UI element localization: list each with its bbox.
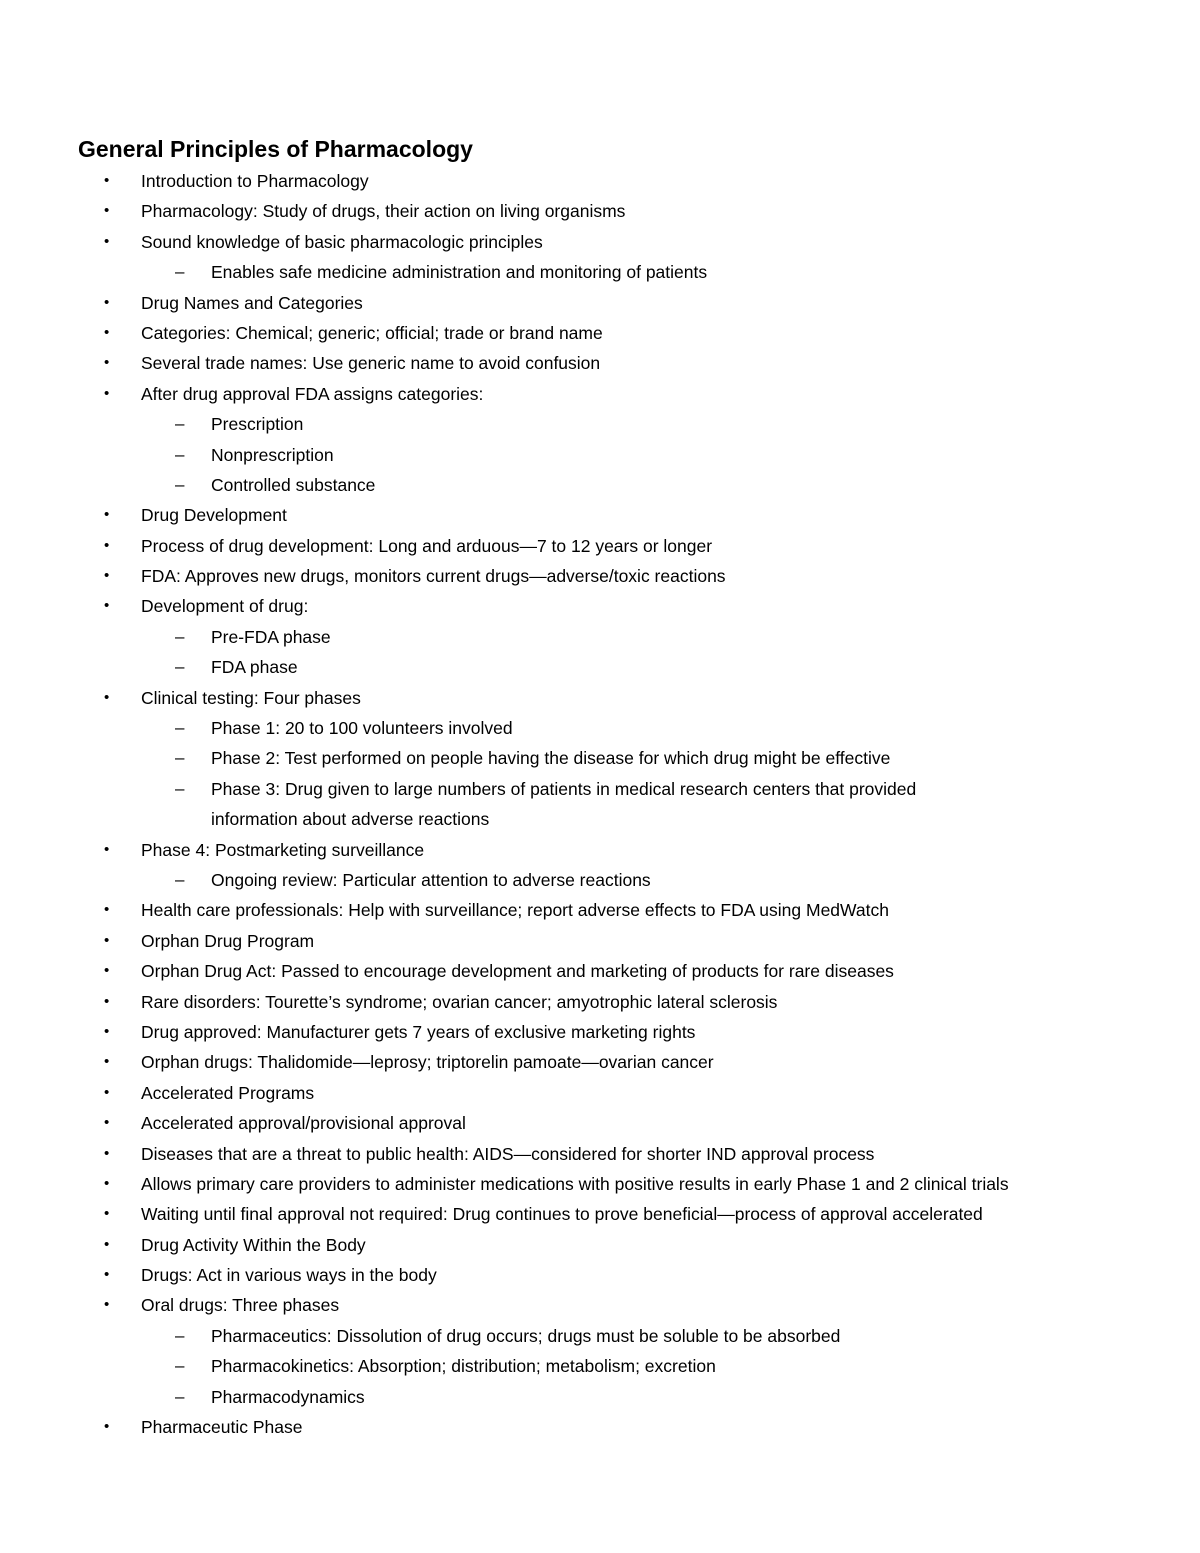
bullet-icon: • xyxy=(104,1022,110,1040)
sub-list-item xyxy=(0,257,1200,287)
bullet-icon: • xyxy=(104,1144,110,1162)
list-item-text: Prescription xyxy=(211,414,304,435)
list-item xyxy=(0,683,1200,713)
list-item-text: Allows primary care providers to administer medications with positive results in early Phase 1 and 2 clinical trials xyxy=(141,1173,1009,1194)
bullet-icon: • xyxy=(104,962,110,980)
dash-icon: – xyxy=(175,474,185,494)
sub-list-item xyxy=(0,470,1200,500)
list-item xyxy=(0,895,1200,925)
list-item xyxy=(0,835,1200,865)
list-item xyxy=(0,1108,1200,1138)
dash-icon: – xyxy=(175,1325,185,1345)
sub-list-item xyxy=(0,652,1200,682)
list-item-text: Enables safe medicine administration and monitoring of patients xyxy=(211,262,708,283)
list-item-text: Ongoing review: Particular attention to adverse reactions xyxy=(211,869,651,890)
list-item-text: Phase 4: Postmarketing surveillance xyxy=(141,839,425,860)
list-item-text: Health care professionals: Help with surveillance; report adverse effects to FDA using MedWatch xyxy=(141,900,889,921)
list-item-text: Accelerated Programs xyxy=(141,1082,315,1103)
dash-icon: – xyxy=(175,657,185,677)
bullet-icon: • xyxy=(104,172,110,189)
list-item xyxy=(0,1139,1200,1169)
list-item-text: Introduction to Pharmacology xyxy=(141,171,369,191)
list-item-text: Pre-FDA phase xyxy=(211,626,331,647)
list-item-text: Drug approved: Manufacturer gets 7 years of exclusive marketing rights xyxy=(141,1021,696,1042)
page-title: General Principles of Pharmacology xyxy=(78,136,473,162)
list-item xyxy=(0,1017,1200,1047)
list-item xyxy=(0,591,1200,621)
list-item-text: Drug Development xyxy=(141,505,287,526)
list-item xyxy=(0,531,1200,561)
bullet-icon: • xyxy=(104,1174,110,1192)
bullet-icon: • xyxy=(104,1296,110,1314)
list-item xyxy=(0,318,1200,348)
list-item-text: Phase 2: Test performed on people having the disease for which drug might be effective xyxy=(211,748,891,769)
bullet-icon: • xyxy=(104,506,110,524)
list-item-text: Accelerated approval/provisional approval xyxy=(141,1113,466,1134)
list-item-text: Pharmaceutic Phase xyxy=(141,1417,303,1438)
list-item xyxy=(0,348,1200,378)
bullet-icon: • xyxy=(104,323,110,341)
bullet-icon: • xyxy=(104,384,110,402)
list-item-text: Categories: Chemical; generic; official; trade or brand name xyxy=(141,322,603,343)
list-item-text: Orphan drugs: Thalidomide—leprosy; triptorelin pamoate—ovarian cancer xyxy=(141,1052,714,1073)
dash-icon: – xyxy=(175,1386,185,1406)
list-item-text: FDA phase xyxy=(211,657,298,678)
bullet-icon: • xyxy=(104,597,110,615)
list-item xyxy=(0,379,1200,409)
list-item-text: Clinical testing: Four phases xyxy=(141,687,361,708)
sub-list-item xyxy=(0,1351,1200,1381)
list-item xyxy=(0,196,1200,226)
list-item xyxy=(0,1199,1200,1229)
list-item-text: Orphan Drug Program xyxy=(141,930,315,951)
sub-list-item xyxy=(0,774,1200,804)
list-item-text: information about adverse reactions xyxy=(211,809,490,830)
list-item xyxy=(0,1078,1200,1108)
list-item xyxy=(0,1260,1200,1290)
bullet-icon: • xyxy=(104,354,110,372)
bullet-list xyxy=(0,166,1200,1442)
dash-icon: – xyxy=(175,778,185,798)
list-item xyxy=(0,1230,1200,1260)
list-item-text: Phase 3: Drug given to large numbers of patients in medical research centers that provided xyxy=(211,778,917,799)
sub-list-item xyxy=(0,622,1200,652)
bullet-icon: • xyxy=(104,1418,110,1436)
sub-list-item xyxy=(0,743,1200,773)
list-item xyxy=(0,227,1200,257)
bullet-icon: • xyxy=(104,232,110,250)
list-item xyxy=(0,1290,1200,1320)
list-item-text: Nonprescription xyxy=(211,444,334,465)
list-item-text: After drug approval FDA assigns categories: xyxy=(141,383,484,404)
sub-list-item xyxy=(0,440,1200,470)
list-item-text: Diseases that are a threat to public health: AIDS—considered for shorter IND approval process xyxy=(141,1143,875,1164)
list-item xyxy=(0,1047,1200,1077)
sub-list-item xyxy=(0,713,1200,743)
list-item xyxy=(0,956,1200,986)
dash-icon: – xyxy=(175,748,185,768)
dash-icon: – xyxy=(175,444,185,464)
list-item-text: Drug Names and Categories xyxy=(141,292,363,313)
list-item-text: Pharmacokinetics: Absorption; distribution; metabolism; excretion xyxy=(211,1356,716,1377)
bullet-icon: • xyxy=(104,536,110,554)
list-item-text: Drug Activity Within the Body xyxy=(141,1234,366,1255)
bullet-icon: • xyxy=(104,1114,110,1132)
dash-icon: – xyxy=(175,718,185,738)
sub-list-item xyxy=(0,865,1200,895)
list-item xyxy=(0,1169,1200,1199)
list-item-text: Drugs: Act in various ways in the body xyxy=(141,1265,437,1286)
dash-icon: – xyxy=(175,869,185,889)
list-item-text: Phase 1: 20 to 100 volunteers involved xyxy=(211,718,513,739)
bullet-icon: • xyxy=(104,293,110,311)
list-item-text: Orphan Drug Act: Passed to encourage development and marketing of products for rare diseases xyxy=(141,961,894,982)
list-item-text: Sound knowledge of basic pharmacologic principles xyxy=(141,231,543,252)
list-item-text: Oral drugs: Three phases xyxy=(141,1295,340,1316)
list-item xyxy=(0,288,1200,318)
bullet-icon: • xyxy=(104,901,110,919)
dash-icon: – xyxy=(175,626,185,646)
dash-icon: – xyxy=(175,414,185,434)
bullet-icon: • xyxy=(104,202,110,220)
list-item xyxy=(0,926,1200,956)
bullet-icon: • xyxy=(104,1053,110,1071)
list-item-text: Rare disorders: Tourette’s syndrome; ovarian cancer; amyotrophic lateral sclerosis xyxy=(141,991,778,1012)
sub-list-item xyxy=(0,409,1200,439)
dash-icon: – xyxy=(175,262,185,282)
list-item-text: Process of drug development: Long and arduous—7 to 12 years or longer xyxy=(141,535,713,556)
bullet-icon: • xyxy=(104,931,110,949)
list-item-text: Pharmaceutics: Dissolution of drug occurs; drugs must be soluble to be absorbed xyxy=(211,1325,841,1346)
list-item xyxy=(0,561,1200,591)
list-item-text: Controlled substance xyxy=(211,474,376,495)
list-item xyxy=(0,166,1200,196)
list-item-text: Several trade names: Use generic name to avoid confusion xyxy=(141,353,601,374)
list-item-text: Waiting until final approval not required: Drug continues to prove beneficial—process of approval accelerated xyxy=(141,1204,983,1225)
bullet-icon: • xyxy=(104,1205,110,1223)
list-item xyxy=(0,987,1200,1017)
sub-list-item xyxy=(0,1321,1200,1351)
bullet-icon: • xyxy=(104,1235,110,1253)
bullet-icon: • xyxy=(104,688,110,706)
list-item-continuation xyxy=(0,804,1200,834)
list-item xyxy=(0,1412,1200,1442)
list-item-text: Pharmacodynamics xyxy=(211,1386,365,1407)
bullet-icon: • xyxy=(104,840,110,858)
list-item-text: FDA: Approves new drugs, monitors current drugs—adverse/toxic reactions xyxy=(141,566,726,587)
list-item xyxy=(0,500,1200,530)
list-item-text: Pharmacology: Study of drugs, their action on living organisms xyxy=(141,201,626,222)
bullet-icon: • xyxy=(104,1266,110,1284)
bullet-icon: • xyxy=(104,1083,110,1101)
bullet-icon: • xyxy=(104,992,110,1010)
dash-icon: – xyxy=(175,1356,185,1376)
sub-list-item xyxy=(0,1382,1200,1412)
list-item-text: Development of drug: xyxy=(141,596,309,617)
bullet-icon: • xyxy=(104,567,110,585)
